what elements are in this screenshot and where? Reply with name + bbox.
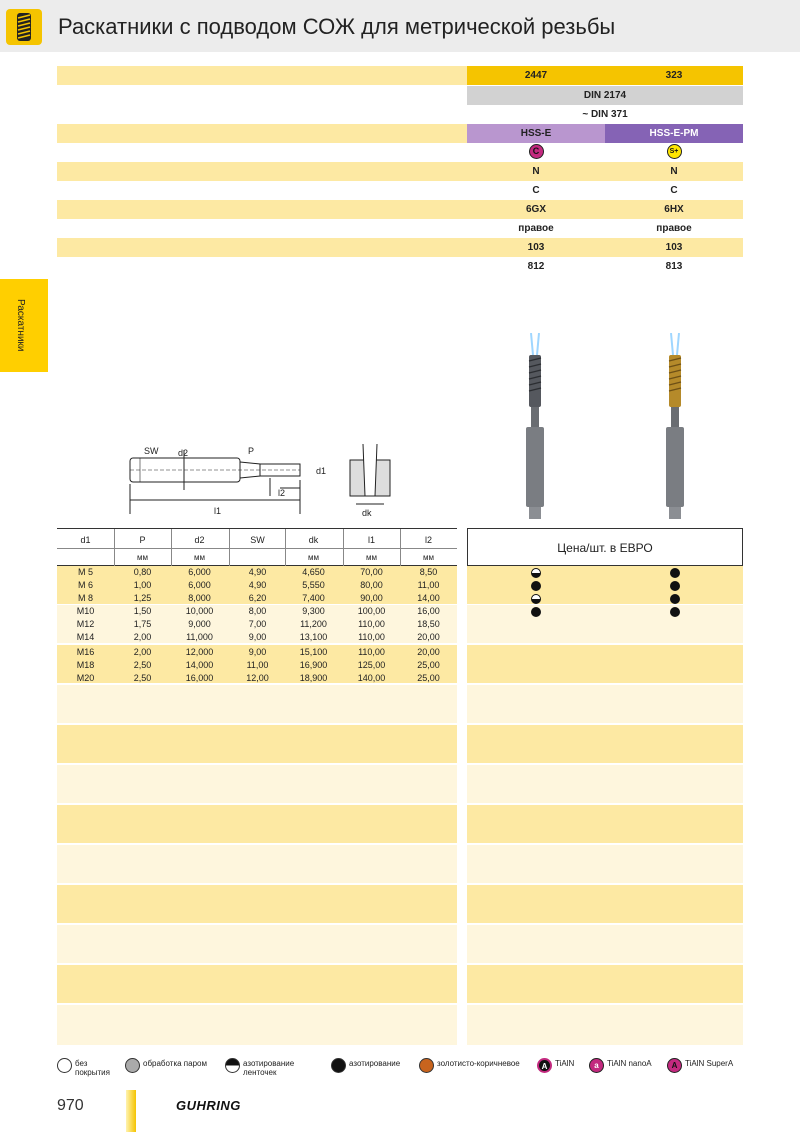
table-cell: 6,000	[188, 580, 211, 590]
page-header	[0, 0, 800, 52]
nitrided-icon	[331, 1058, 346, 1073]
drawing-dk-label: dk	[362, 508, 372, 518]
col-unit: мм	[194, 553, 205, 562]
nitrided-availability-icon[interactable]	[670, 607, 680, 617]
table-cell: 18,50	[417, 619, 440, 629]
table-cell: 100,00	[357, 606, 386, 616]
table-row[interactable]	[57, 673, 457, 685]
table-cell: 11,00	[246, 660, 269, 670]
nitrided-availability-icon[interactable]	[531, 581, 541, 591]
table-cell: 12,000	[185, 647, 214, 657]
col-header: d2	[194, 535, 205, 545]
price-header: Цена/шт. в ЕВРО	[467, 528, 743, 566]
table-cell: 2,00	[133, 647, 152, 657]
table-cell: 2,50	[133, 673, 152, 683]
table-cell: 2,50	[133, 660, 152, 670]
section-side-tab[interactable]	[0, 279, 48, 372]
table-cell: 20,00	[417, 632, 440, 642]
nitrided-availability-icon[interactable]	[531, 607, 541, 617]
page-number: 970	[57, 1097, 84, 1114]
table-cell: M16	[76, 647, 95, 657]
land-nitrided-availability-icon[interactable]	[531, 568, 541, 578]
thread-tool-logo-icon	[6, 9, 42, 45]
table-cell: 9,00	[248, 632, 267, 642]
land-nitrided-icon	[225, 1058, 240, 1073]
col-header: P	[139, 535, 146, 545]
table-cell: 5,550	[302, 580, 325, 590]
col-unit: мм	[423, 553, 434, 562]
col-unit: мм	[137, 553, 148, 562]
table-cell: 110,00	[358, 619, 385, 629]
table-cell: 14,000	[185, 660, 214, 670]
table-cell: M 5	[77, 567, 93, 577]
dimension-table-header	[57, 528, 457, 566]
table-cell: 9,000	[188, 619, 211, 629]
tool-photo-hss-e	[505, 333, 565, 523]
table-cell: 140,00	[357, 673, 386, 683]
table-cell: 9,00	[248, 647, 267, 657]
table-cell: 18,900	[299, 673, 328, 683]
drawing-d1-label: d1	[316, 466, 327, 476]
table-cell: 16,900	[299, 660, 328, 670]
table-row[interactable]	[57, 567, 457, 579]
table-cell: 7,00	[248, 619, 267, 629]
tap-dimension-drawing	[120, 440, 410, 520]
table-cell: 1,00	[133, 580, 152, 590]
article-2447[interactable]: 2447	[524, 70, 548, 81]
uncoated-icon	[57, 1058, 72, 1073]
drawing-l2-label: l2	[278, 488, 286, 498]
table-cell: 6,20	[248, 593, 267, 603]
table-cell: 25,00	[417, 673, 440, 683]
table-row[interactable]	[57, 660, 457, 672]
table-cell: 125,00	[357, 660, 386, 670]
techinfo-page-link-1[interactable]: 812	[527, 261, 545, 272]
table-row[interactable]	[57, 632, 457, 644]
table-cell: 7,400	[302, 593, 325, 603]
table-cell: 4,90	[248, 580, 267, 590]
table-cell: 0,80	[133, 567, 152, 577]
table-cell: 11,00	[417, 580, 440, 590]
coating-c-icon: C	[529, 144, 544, 159]
col-unit: мм	[308, 553, 319, 562]
col-header: d1	[80, 535, 91, 545]
tool-photo-hss-e-pm	[645, 333, 705, 523]
table-cell: 16,000	[185, 673, 214, 683]
table-cell: 90,00	[360, 593, 383, 603]
tialn-nano-icon: a	[589, 1058, 604, 1073]
table-cell: 14,00	[417, 593, 440, 603]
table-cell: 9,300	[302, 606, 325, 616]
table-cell: 110,00	[358, 632, 385, 642]
table-cell: M14	[76, 632, 95, 642]
table-cell: 11,200	[300, 619, 327, 629]
table-cell: 20,00	[417, 647, 440, 657]
nitrided-availability-icon[interactable]	[670, 581, 680, 591]
col-header: dk	[308, 535, 319, 545]
coating-s-plus-icon: S+	[667, 144, 682, 159]
tialn-icon: A	[537, 1058, 552, 1073]
col-header: l1	[367, 535, 375, 545]
footer-accent-bar	[126, 1090, 136, 1132]
table-cell: 1,75	[133, 619, 152, 629]
gold-brown-icon	[419, 1058, 434, 1073]
table-cell: 15,100	[299, 647, 328, 657]
table-row[interactable]	[57, 619, 457, 631]
table-cell: M 8	[77, 593, 93, 603]
table-cell: 70,00	[360, 567, 383, 577]
table-cell: M12	[76, 619, 95, 629]
table-cell: M18	[76, 660, 95, 670]
table-cell: 8,50	[419, 567, 438, 577]
drawing-l1-label: l1	[214, 506, 222, 516]
article-323[interactable]: 323	[665, 70, 683, 81]
table-cell: M10	[76, 606, 95, 616]
nitrided-availability-icon[interactable]	[670, 568, 680, 578]
table-cell: 1,25	[133, 593, 152, 603]
table-row[interactable]	[57, 580, 457, 592]
table-cell: 1,50	[133, 606, 152, 616]
table-cell: 16,00	[417, 606, 440, 616]
drawing-sw-label: SW	[144, 446, 159, 456]
table-cell: 6,000	[188, 567, 211, 577]
land-nitrided-availability-icon[interactable]	[531, 594, 541, 604]
table-cell: 110,00	[358, 647, 385, 657]
table-cell: 80,00	[360, 580, 383, 590]
page-title: Раскатники с подводом СОЖ для метрической резьбы	[58, 14, 616, 39]
table-cell: 13,100	[299, 632, 328, 642]
table-cell: 4,650	[302, 567, 325, 577]
drawing-p-label: P	[248, 446, 255, 456]
table-row[interactable]	[57, 593, 457, 605]
table-cell: 12,00	[246, 673, 269, 683]
table-row[interactable]	[57, 606, 457, 618]
techinfo-page-link-2[interactable]: 813	[665, 261, 683, 272]
table-cell: M20	[76, 673, 95, 683]
table-cell: M 6	[77, 580, 93, 590]
col-header: SW	[250, 535, 265, 545]
steam-treated-icon	[125, 1058, 140, 1073]
table-cell: 11,000	[186, 632, 213, 642]
col-header: l2	[424, 535, 432, 545]
drawing-d2-label: d2	[178, 448, 189, 458]
table-cell: 8,000	[188, 593, 211, 603]
col-unit: мм	[366, 553, 377, 562]
brand-logo: GUHRING	[176, 1098, 241, 1113]
table-cell: 8,00	[248, 606, 267, 616]
table-cell: 2,00	[133, 632, 152, 642]
table-row[interactable]	[57, 647, 457, 659]
table-cell: 4,90	[248, 567, 267, 577]
tialn-super-icon: A	[667, 1058, 682, 1073]
nitrided-availability-icon[interactable]	[670, 594, 680, 604]
table-cell: 10,000	[185, 606, 214, 616]
table-cell: 25,00	[417, 660, 440, 670]
side-tab-label: Раскатники	[15, 299, 26, 352]
